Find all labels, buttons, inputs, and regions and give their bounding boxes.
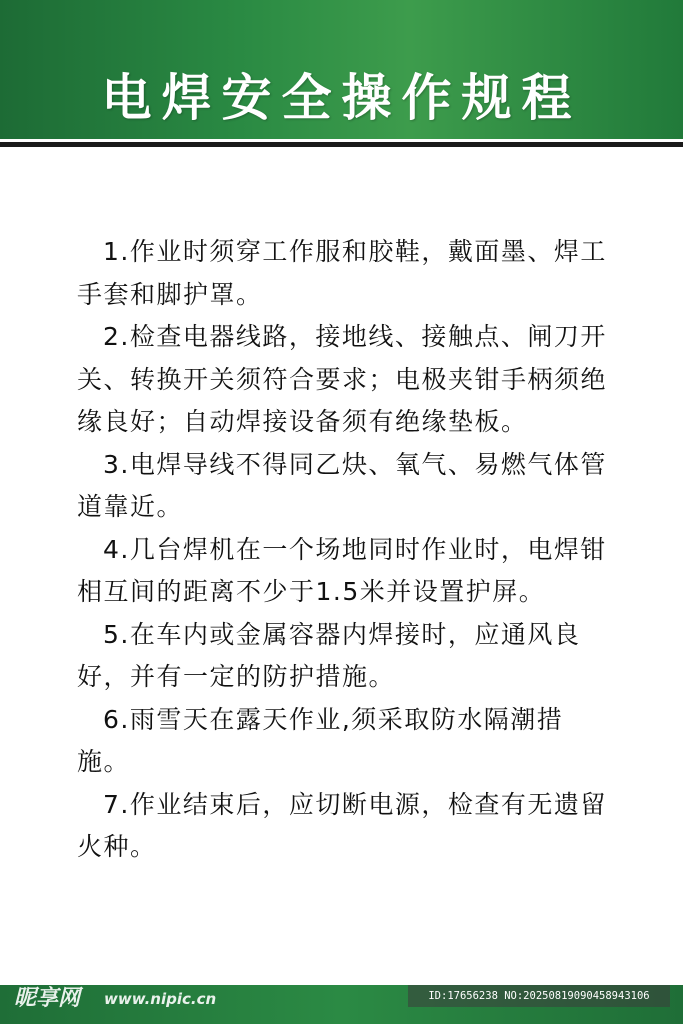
regulation-item-7: 7.作业结束后，应切断电源，检查有无遗留火种。 bbox=[77, 789, 607, 861]
regulation-item-4: 4.几台焊机在一个场地同时作业时，电焊钳相互间的距离不少于1.5米并设置护屏。 bbox=[77, 534, 607, 606]
regulation-item-5: 5.在车内或金属容器内焊接时，应通风良好，并有一定的防护措施。 bbox=[77, 619, 581, 691]
header-banner bbox=[0, 0, 683, 139]
watermark-logo: 昵享网 bbox=[14, 986, 81, 1011]
regulation-item-1: 1.作业时须穿工作服和胶鞋，戴面墨、焊工手套和脚护罩。 bbox=[77, 237, 607, 309]
regulation-item-3: 3.电焊导线不得同乙炔、氧气、易燃气体管道靠近。 bbox=[77, 449, 607, 521]
regulation-item-6: 6.雨雪天在露天作业,须采取防水隔潮措施。 bbox=[77, 704, 564, 776]
header-divider bbox=[0, 142, 683, 147]
watermark-url: www.nipic.cn bbox=[104, 990, 217, 1008]
page-title: 电焊安全操作规程 bbox=[101, 69, 582, 127]
regulation-list bbox=[77, 231, 609, 869]
regulation-item-2: 2.检查电器线路，接地线、接触点、闸刀开关、转换开关须符合要求；电极夹钳手柄须绝缘良好；自动焊接设备须有绝缘垫板。 bbox=[77, 322, 608, 436]
watermark-id: ID:17656238 NO:20250819090458943106 bbox=[408, 985, 670, 1007]
